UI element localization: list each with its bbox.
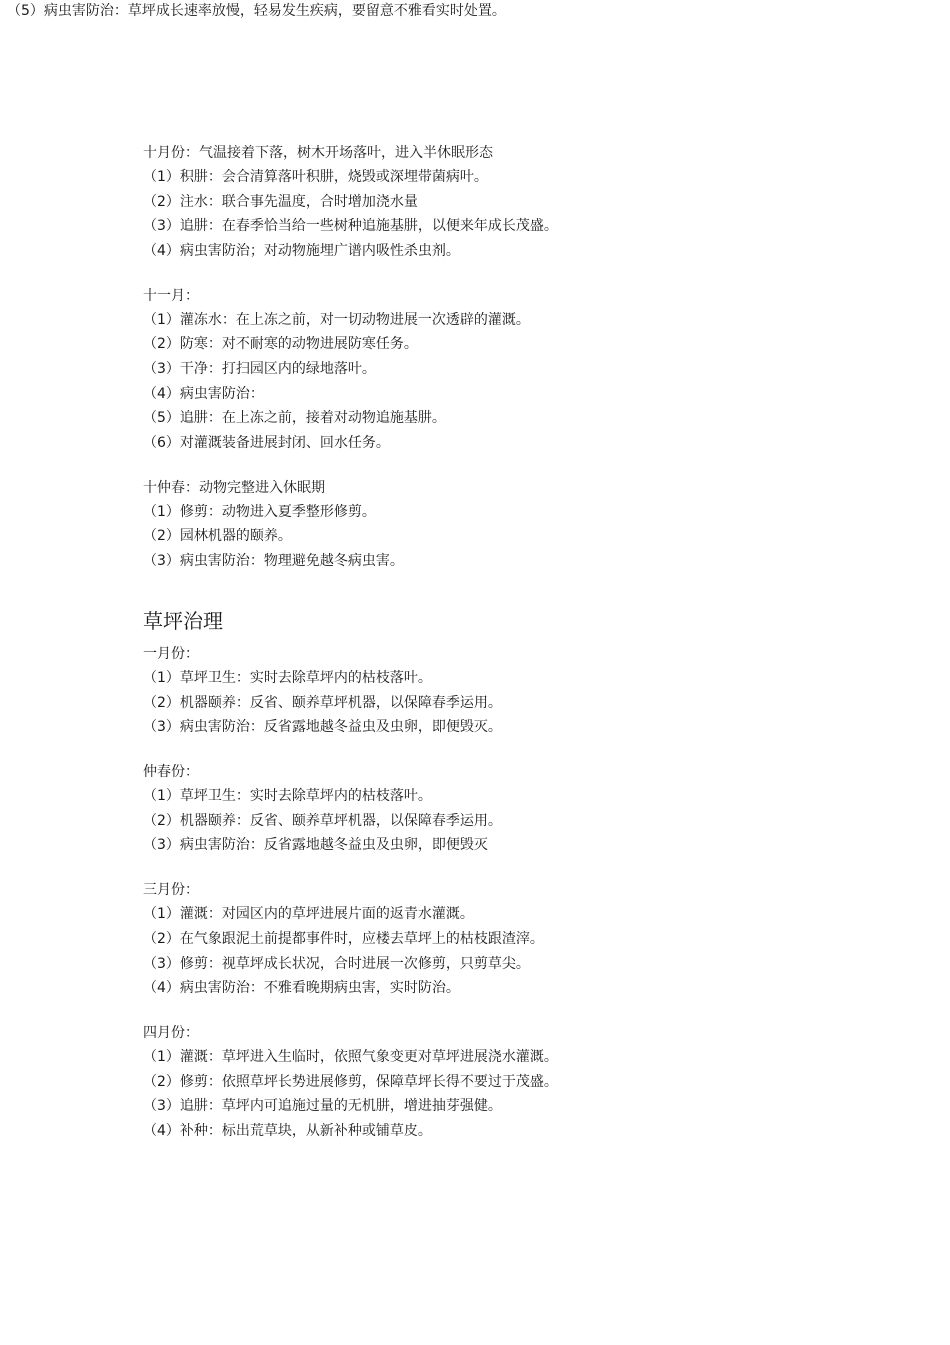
list-item: （4）病虫害防治：不雅看晚期病虫害，实时防治。 [143,980,460,997]
list-item: （4）病虫害防治： [143,385,264,402]
list-item: （3）追肼：草坪内可追施过量的无机肼，增进抽芽强健。 [143,1098,502,1115]
list-item: （1）积肼：会合清算落叶积肼，烧毁或深埋带菌病叶。 [143,169,488,185]
top-text-line: （5）病虫害防治：草坪成长速率放慢，轻易发生疾病，要留意不雅看实时处置。 [7,3,506,19]
list-item: （1）草坪卫生：实时去除草坪内的枯枝落叶。 [143,669,432,686]
month-title: 仲春份： [143,764,199,781]
month-title: 三月份： [143,882,199,899]
list-item: （1）灌冻水：在上冻之前，对一切动物进展一次透辟的灌溉。 [143,311,530,328]
month-block-november [143,286,923,453]
list-item: （4）病虫害防治；对动物施埋广谱内吸性杀虫剂。 [143,242,460,259]
list-item: （3）干净：打扫园区内的绿地落叶。 [143,360,376,377]
month-title: 四月份： [143,1025,199,1042]
month-block-october [143,143,923,261]
lawn-maintenance-section [143,644,923,1141]
month-block-december [143,478,923,571]
list-item: （3）追肼：在春季恰当给一些树种追施基肼，以便来年成长茂盛。 [143,218,558,235]
month-title: 一月份： [143,645,199,662]
list-item: （2）机器颐养：反省、颐养草坪机器，以保障春季运用。 [143,812,502,829]
month-block-february [143,762,923,855]
month-title: 十月份：气温接着下落，树木开场落叶，进入半休眠形态 [143,145,493,161]
list-item: （1）灌溉：对园区内的草坪进展片面的返青水灌溉。 [143,906,474,923]
list-item: （3）病虫害防治：反省露地越冬益虫及虫卵，即便毁灭 [143,837,488,854]
month-title: 十一月： [143,287,199,304]
list-item: （1）修剪：动物进入夏季整形修剪。 [143,503,376,520]
month-block-january [143,644,923,737]
list-item: （2）在气象跟泥土前提都事件时，应楼去草坪上的枯枝跟渣滓。 [143,930,544,947]
month-block-march [143,880,923,998]
month-block-april [143,1023,923,1141]
list-item: （2）修剪：依照草坪长势进展修剪，保障草坪长得不要过于茂盛。 [143,1073,558,1090]
list-item: （2）防寒：对不耐寒的动物进展防寒任务。 [143,336,418,353]
list-item: （5）追肼：在上冻之前，接着对动物追施基肼。 [143,410,446,427]
list-item: （1）灌溉：草坪进入生临时，依照气象变更对草坪进展浇水灌溉。 [143,1049,558,1066]
month-title: 十仲春：动物完整进入休眠期 [143,479,325,496]
list-item: （6）对灌溉装备进展封闭、回水任务。 [143,434,390,451]
list-item: （3）病虫害防治：反省露地越冬益虫及虫卵，即便毁灭。 [143,719,502,736]
list-item: （1）草坪卫生：实时去除草坪内的枯枝落叶。 [143,788,432,805]
list-item: （4）补种：标出荒草块，从新补种或铺草皮。 [143,1122,432,1139]
document-body [143,143,923,1145]
tree-maintenance-section [143,143,923,571]
list-item: （2）园林机器的颐养。 [143,528,292,545]
list-item: （3）病虫害防治：物理避免越冬病虫害。 [143,552,404,569]
list-item: （2）机器颐养：反省、颐养草坪机器，以保障春季运用。 [143,694,502,711]
section-heading-lawn: 草坪治理 [143,608,223,633]
list-item: （3）修剪：视草坪成长状况，合时进展一次修剪，只剪草尖。 [143,955,530,972]
list-item: （2）注水：联合事先温度，合时增加浇水量 [143,193,418,210]
